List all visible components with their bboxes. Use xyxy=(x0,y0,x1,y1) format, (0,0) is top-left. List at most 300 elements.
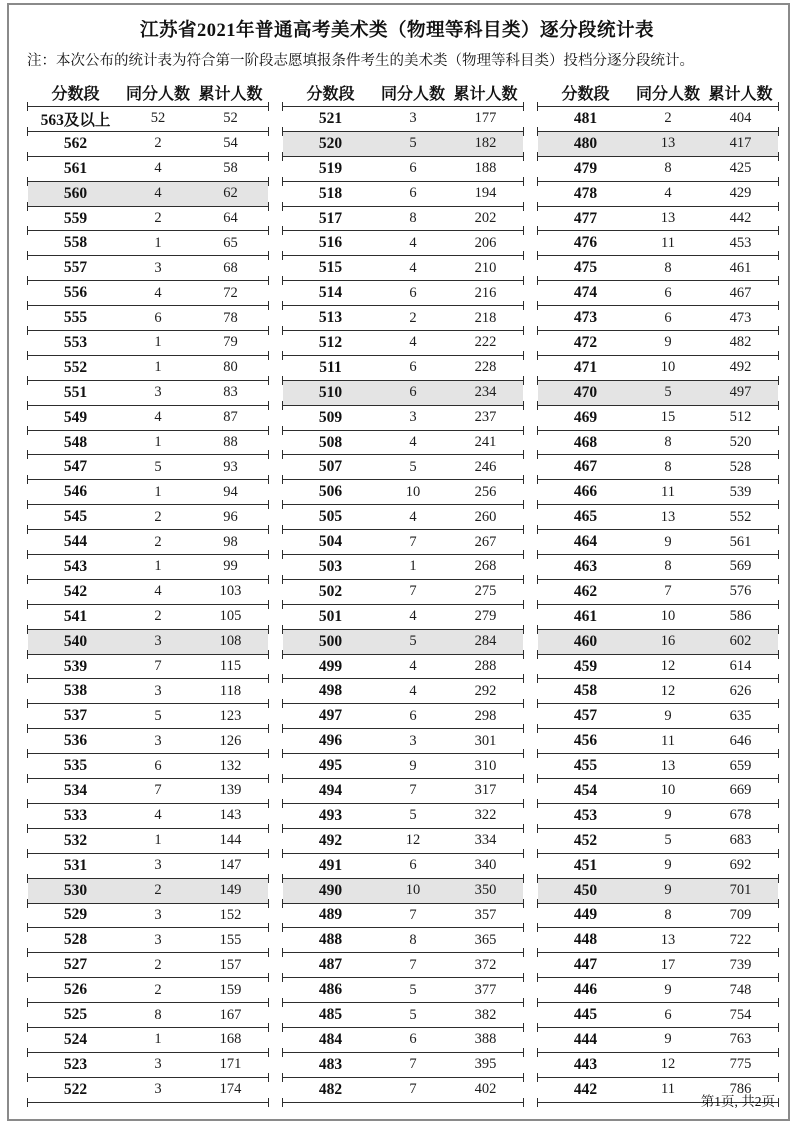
score-band: 469 xyxy=(573,408,598,426)
cumulative-count: 78 xyxy=(223,309,238,326)
same-score-count: 13 xyxy=(660,508,676,525)
score-band: 474 xyxy=(573,284,598,302)
same-score-count: 5 xyxy=(664,832,672,849)
table-row xyxy=(28,505,268,530)
table-row xyxy=(28,854,268,879)
cumulative-count: 528 xyxy=(729,458,752,475)
column-header: 累计人数 xyxy=(198,86,263,103)
table-row xyxy=(28,879,268,904)
score-band: 505 xyxy=(318,508,343,526)
score-table-1 xyxy=(28,79,268,1103)
cumulative-count: 155 xyxy=(219,931,242,948)
same-score-count: 13 xyxy=(660,135,676,152)
cumulative-count: 168 xyxy=(219,1031,242,1048)
cumulative-count: 284 xyxy=(474,633,497,650)
cumulative-count: 635 xyxy=(729,707,752,724)
score-band: 481 xyxy=(573,109,598,127)
cumulative-count: 234 xyxy=(474,384,497,401)
score-band: 560 xyxy=(63,184,88,202)
score-band: 537 xyxy=(63,707,88,725)
cumulative-count: 683 xyxy=(729,832,752,849)
table-row xyxy=(538,480,778,505)
score-band: 502 xyxy=(318,582,343,600)
score-band: 455 xyxy=(573,757,598,775)
same-score-count: 13 xyxy=(660,210,676,226)
table-row xyxy=(538,829,778,854)
score-band: 476 xyxy=(573,234,598,252)
cumulative-count: 241 xyxy=(474,434,497,451)
cumulative-count: 279 xyxy=(474,608,497,625)
cumulative-count: 350 xyxy=(474,882,497,899)
cumulative-count: 80 xyxy=(223,359,238,376)
cumulative-count: 614 xyxy=(729,658,752,675)
cumulative-count: 93 xyxy=(223,458,238,475)
same-score-count: 3 xyxy=(154,857,162,874)
cumulative-count: 115 xyxy=(219,658,242,675)
cumulative-count: 775 xyxy=(729,1056,752,1073)
cumulative-count: 365 xyxy=(474,931,497,948)
same-score-count: 2 xyxy=(154,608,162,625)
cumulative-count: 453 xyxy=(729,234,752,251)
table-row xyxy=(538,356,778,381)
score-band: 454 xyxy=(573,781,598,799)
same-score-count: 10 xyxy=(660,608,676,625)
cumulative-count: 216 xyxy=(474,284,497,301)
score-band: 520 xyxy=(318,134,343,152)
score-table-2 xyxy=(283,79,523,1103)
score-band: 499 xyxy=(318,657,343,675)
table-row xyxy=(538,281,778,306)
score-band: 551 xyxy=(63,383,88,401)
score-band: 519 xyxy=(318,159,343,177)
cumulative-count: 404 xyxy=(729,110,752,127)
score-band: 517 xyxy=(318,209,343,227)
cumulative-count: 152 xyxy=(219,906,242,923)
same-score-count: 16 xyxy=(660,633,676,650)
cumulative-count: 99 xyxy=(223,558,238,575)
table-row xyxy=(283,1078,523,1103)
same-score-count: 15 xyxy=(660,409,676,426)
cumulative-count: 576 xyxy=(729,583,752,600)
table-row xyxy=(538,256,778,281)
cumulative-count: 322 xyxy=(474,807,497,824)
table-row xyxy=(28,829,268,854)
same-score-count: 13 xyxy=(660,931,676,948)
cumulative-count: 417 xyxy=(729,135,752,152)
same-score-count: 12 xyxy=(660,682,676,699)
same-score-count: 6 xyxy=(409,160,417,177)
table-row xyxy=(28,1028,268,1053)
score-band: 543 xyxy=(63,557,88,575)
cumulative-count: 709 xyxy=(729,906,752,923)
cumulative-count: 64 xyxy=(223,210,238,226)
score-band: 523 xyxy=(63,1055,88,1073)
cumulative-count: 602 xyxy=(729,633,752,650)
cumulative-count: 228 xyxy=(474,359,497,376)
same-score-count: 9 xyxy=(664,807,672,824)
cumulative-count: 177 xyxy=(474,110,497,127)
cumulative-count: 94 xyxy=(223,483,238,500)
table-row xyxy=(538,904,778,929)
table-row xyxy=(28,580,268,605)
table-row xyxy=(283,854,523,879)
cumulative-count: 288 xyxy=(474,658,497,675)
same-score-count: 3 xyxy=(154,931,162,948)
score-band: 463 xyxy=(573,557,598,575)
table-row xyxy=(283,679,523,704)
table-row xyxy=(538,655,778,680)
table-row xyxy=(538,530,778,555)
cumulative-count: 126 xyxy=(219,732,242,749)
score-band: 456 xyxy=(573,732,598,750)
score-band: 515 xyxy=(318,259,343,277)
same-score-count: 1 xyxy=(409,558,417,575)
table-row xyxy=(538,132,778,157)
cumulative-count: 105 xyxy=(219,608,242,625)
same-score-count: 9 xyxy=(664,533,672,550)
same-score-count: 4 xyxy=(154,185,162,202)
cumulative-count: 144 xyxy=(219,832,242,849)
cumulative-count: 678 xyxy=(729,807,752,824)
score-band: 447 xyxy=(573,956,598,974)
cumulative-count: 118 xyxy=(219,682,242,699)
same-score-count: 3 xyxy=(409,732,417,749)
score-band: 491 xyxy=(318,856,343,874)
same-score-count: 4 xyxy=(154,409,162,426)
score-band: 507 xyxy=(318,458,343,476)
same-score-count: 7 xyxy=(154,658,162,675)
score-band: 512 xyxy=(318,333,343,351)
score-band: 506 xyxy=(318,483,343,501)
same-score-count: 5 xyxy=(409,633,417,650)
table-row xyxy=(28,157,268,182)
score-table-3 xyxy=(538,79,778,1103)
table-row xyxy=(283,182,523,207)
table-row xyxy=(283,406,523,431)
cumulative-count: 83 xyxy=(223,384,238,401)
same-score-count: 6 xyxy=(409,384,417,401)
table-row xyxy=(538,431,778,456)
table-row xyxy=(28,679,268,704)
cumulative-count: 429 xyxy=(729,185,752,202)
score-band: 542 xyxy=(63,582,88,600)
table-row xyxy=(283,555,523,580)
score-band: 496 xyxy=(318,732,343,750)
score-band: 446 xyxy=(573,981,598,999)
same-score-count: 7 xyxy=(409,956,417,973)
table-row xyxy=(538,580,778,605)
same-score-count: 3 xyxy=(154,259,162,276)
table-row xyxy=(538,804,778,829)
cumulative-count: 98 xyxy=(223,533,238,550)
cumulative-count: 96 xyxy=(223,508,238,525)
table-row xyxy=(283,580,523,605)
cumulative-count: 123 xyxy=(219,707,242,724)
same-score-count: 1 xyxy=(154,1031,162,1048)
table-row xyxy=(538,306,778,331)
cumulative-count: 561 xyxy=(729,533,752,550)
table-row xyxy=(283,331,523,356)
score-band: 549 xyxy=(63,408,88,426)
same-score-count: 5 xyxy=(409,981,417,998)
score-band: 545 xyxy=(63,508,88,526)
same-score-count: 3 xyxy=(154,732,162,749)
cumulative-count: 222 xyxy=(474,334,497,351)
same-score-count: 1 xyxy=(154,359,162,376)
table-row xyxy=(538,704,778,729)
score-band: 559 xyxy=(63,209,88,227)
score-band: 503 xyxy=(318,557,343,575)
table-row xyxy=(283,157,523,182)
column-header: 同分人数 xyxy=(635,86,700,103)
score-band: 525 xyxy=(63,1006,88,1023)
same-score-count: 6 xyxy=(409,185,417,202)
score-band: 552 xyxy=(63,358,88,376)
cumulative-count: 298 xyxy=(474,707,497,724)
same-score-count: 7 xyxy=(154,782,162,799)
table-row xyxy=(28,132,268,157)
cumulative-count: 569 xyxy=(729,558,752,575)
score-band: 524 xyxy=(63,1030,88,1048)
same-score-count: 2 xyxy=(154,956,162,973)
score-band: 462 xyxy=(573,582,598,600)
table-row xyxy=(538,854,778,879)
same-score-count: 11 xyxy=(661,1081,675,1098)
same-score-count: 9 xyxy=(664,334,672,351)
cumulative-count: 646 xyxy=(729,732,752,749)
score-band: 477 xyxy=(573,209,598,227)
table-row xyxy=(283,107,523,132)
table-row xyxy=(28,1078,268,1103)
same-score-count: 9 xyxy=(664,882,672,899)
same-score-count: 3 xyxy=(409,110,417,127)
score-band: 472 xyxy=(573,333,598,351)
score-band: 493 xyxy=(318,806,343,824)
same-score-count: 9 xyxy=(409,757,417,774)
same-score-count: 11 xyxy=(661,234,675,251)
cumulative-count: 143 xyxy=(219,807,242,824)
same-score-count: 4 xyxy=(409,259,417,276)
same-score-count: 4 xyxy=(409,682,417,699)
cumulative-count: 552 xyxy=(729,508,752,525)
table-row xyxy=(283,655,523,680)
score-band: 510 xyxy=(318,383,343,401)
score-band: 527 xyxy=(63,956,88,974)
cumulative-count: 310 xyxy=(474,757,497,774)
cumulative-count: 108 xyxy=(219,633,242,650)
cumulative-count: 586 xyxy=(729,608,752,625)
cumulative-count: 171 xyxy=(219,1056,242,1073)
score-band: 470 xyxy=(573,383,598,401)
score-band: 451 xyxy=(573,856,598,874)
cumulative-count: 237 xyxy=(474,409,497,426)
score-band: 473 xyxy=(573,309,598,327)
score-band: 471 xyxy=(573,358,598,376)
cumulative-count: 210 xyxy=(474,259,497,276)
page-title: 江苏省2021年普通高考美术类（物理等科目类）逐分段统计表 xyxy=(139,21,654,41)
same-score-count: 6 xyxy=(664,309,672,326)
table-row xyxy=(283,804,523,829)
same-score-count: 4 xyxy=(409,434,417,451)
same-score-count: 6 xyxy=(409,359,417,376)
cumulative-count: 334 xyxy=(474,832,497,849)
cumulative-count: 149 xyxy=(219,882,242,899)
same-score-count: 10 xyxy=(660,359,676,376)
table-header-row xyxy=(538,79,778,107)
table-row xyxy=(538,207,778,232)
score-band: 489 xyxy=(318,906,343,924)
table-row xyxy=(538,505,778,530)
table-row xyxy=(283,779,523,804)
same-score-count: 1 xyxy=(154,832,162,849)
table-row xyxy=(538,331,778,356)
score-band: 461 xyxy=(573,607,598,625)
table-row xyxy=(538,406,778,431)
table-row xyxy=(283,829,523,854)
table-row xyxy=(538,978,778,1003)
same-score-count: 1 xyxy=(154,434,162,451)
cumulative-count: 202 xyxy=(474,210,497,226)
cumulative-count: 377 xyxy=(474,981,497,998)
column-header: 分数段 xyxy=(561,86,610,103)
table-row xyxy=(28,107,268,132)
same-score-count: 5 xyxy=(664,384,672,401)
cumulative-count: 754 xyxy=(729,1006,752,1023)
cumulative-count: 497 xyxy=(729,384,752,401)
table-row xyxy=(283,455,523,480)
score-band: 483 xyxy=(318,1055,343,1073)
score-band: 513 xyxy=(318,309,343,327)
cumulative-count: 512 xyxy=(729,409,752,426)
score-band: 479 xyxy=(573,159,598,177)
table-row xyxy=(28,555,268,580)
cumulative-count: 669 xyxy=(729,782,752,799)
score-band: 561 xyxy=(63,159,88,177)
table-row xyxy=(28,406,268,431)
table-row xyxy=(538,1028,778,1053)
score-band: 467 xyxy=(573,458,598,476)
cumulative-count: 340 xyxy=(474,857,497,874)
cumulative-count: 692 xyxy=(729,857,752,874)
table-row xyxy=(28,1053,268,1078)
same-score-count: 3 xyxy=(154,906,162,923)
table-row xyxy=(28,455,268,480)
table-row xyxy=(28,431,268,456)
score-band: 556 xyxy=(63,284,88,302)
same-score-count: 10 xyxy=(660,782,676,799)
cumulative-count: 52 xyxy=(223,110,238,127)
score-band: 555 xyxy=(63,309,88,327)
same-score-count: 7 xyxy=(409,1056,417,1073)
same-score-count: 7 xyxy=(664,583,672,600)
table-row xyxy=(28,729,268,754)
same-score-count: 4 xyxy=(409,608,417,625)
table-row xyxy=(283,754,523,779)
table-row xyxy=(283,306,523,331)
cumulative-count: 425 xyxy=(729,160,752,177)
score-band: 522 xyxy=(63,1080,88,1098)
cumulative-count: 626 xyxy=(729,682,752,699)
score-band: 449 xyxy=(573,906,598,924)
same-score-count: 2 xyxy=(154,981,162,998)
score-band: 464 xyxy=(573,533,598,551)
table-row xyxy=(283,879,523,904)
cumulative-count: 260 xyxy=(474,508,497,525)
same-score-count: 7 xyxy=(409,782,417,799)
same-score-count: 3 xyxy=(409,409,417,426)
cumulative-count: 395 xyxy=(474,1056,497,1073)
same-score-count: 6 xyxy=(409,707,417,724)
same-score-count: 2 xyxy=(154,508,162,525)
same-score-count: 3 xyxy=(154,1056,162,1073)
same-score-count: 7 xyxy=(409,533,417,550)
score-band: 553 xyxy=(63,333,88,351)
table-row xyxy=(538,754,778,779)
same-score-count: 5 xyxy=(154,458,162,475)
same-score-count: 11 xyxy=(661,732,675,749)
table-row xyxy=(28,381,268,406)
table-row xyxy=(28,704,268,729)
table-row xyxy=(28,480,268,505)
table-row xyxy=(28,207,268,232)
table-row xyxy=(28,306,268,331)
cumulative-count: 492 xyxy=(729,359,752,376)
table-row xyxy=(283,605,523,630)
score-band: 504 xyxy=(318,533,343,551)
cumulative-count: 442 xyxy=(729,210,752,226)
table-row xyxy=(283,231,523,256)
same-score-count: 6 xyxy=(664,1006,672,1023)
same-score-count: 4 xyxy=(154,583,162,600)
same-score-count: 2 xyxy=(664,110,672,127)
score-band: 501 xyxy=(318,607,343,625)
tables xyxy=(28,79,778,1103)
table-row xyxy=(538,729,778,754)
table-row xyxy=(538,182,778,207)
cumulative-count: 402 xyxy=(474,1081,497,1098)
same-score-count: 1 xyxy=(154,558,162,575)
same-score-count: 12 xyxy=(405,832,421,849)
table-row xyxy=(538,1003,778,1028)
table-row xyxy=(538,381,778,406)
same-score-count: 9 xyxy=(664,1031,672,1048)
cumulative-count: 786 xyxy=(729,1081,752,1098)
same-score-count: 4 xyxy=(409,234,417,251)
cumulative-count: 88 xyxy=(223,434,238,451)
cumulative-count: 147 xyxy=(219,857,242,874)
table-row xyxy=(283,356,523,381)
column-header: 分数段 xyxy=(306,86,355,103)
table-row xyxy=(28,182,268,207)
table-row xyxy=(283,630,523,655)
table-row xyxy=(28,978,268,1003)
same-score-count: 11 xyxy=(661,483,675,500)
cumulative-count: 763 xyxy=(729,1031,752,1048)
score-band: 526 xyxy=(63,981,88,999)
score-band: 450 xyxy=(573,881,598,899)
same-score-count: 4 xyxy=(409,334,417,351)
same-score-count: 7 xyxy=(409,906,417,923)
same-score-count: 4 xyxy=(664,185,672,202)
score-band: 509 xyxy=(318,408,343,426)
same-score-count: 2 xyxy=(154,882,162,899)
same-score-count: 4 xyxy=(154,160,162,177)
score-band: 536 xyxy=(63,732,88,750)
cumulative-count: 65 xyxy=(223,234,238,251)
score-band: 539 xyxy=(63,657,88,675)
table-row xyxy=(283,704,523,729)
cumulative-count: 68 xyxy=(223,259,238,276)
